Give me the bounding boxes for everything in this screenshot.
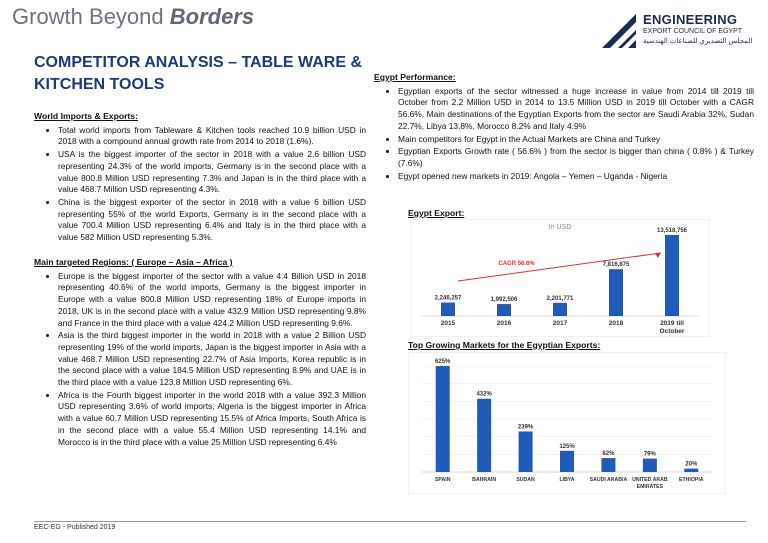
bullet-item: • Africa is the Fourth biggest importer in the world 2018 with a value 392.3 Million USD representing 3.6% of world imports, Algeria is the biggest importer in Africa with a value 60.7 Million USD representing 15.5% of Africa Imports, South Africa is in the second place with a value 55.4 Million USD representing 14.1% and Morocco is in the third place with a value 25 Million USD representing 6.4% <box>58 390 366 449</box>
tick-label: EMIRATES <box>636 484 664 490</box>
tick-label: SPAIN <box>434 477 451 483</box>
regions-list <box>34 271 366 449</box>
data-label: 20% <box>685 461 698 468</box>
bar <box>497 304 511 316</box>
tick-label: SAUDI ARABIA <box>589 477 628 483</box>
eec-logo <box>600 10 760 54</box>
bullet-item: • Asia is the third biggest importer in the world in 2018 with a value 2 Billion USD representing 19% of the world imports, Japan is the biggest importer in Asia with a value 468.7 Million USD representing 22.7% of Asia Imports, Korea republic is in the second place with a value 184.5 Million USD representing 8.9% and UAE is in the third place with a value 123.8 Million USD representing 6%. <box>58 330 366 389</box>
data-label: 239% <box>517 424 534 431</box>
regions-section <box>34 257 366 449</box>
bar <box>684 469 698 472</box>
bar <box>609 269 623 316</box>
world-imports-heading: World Imports & Exports: <box>34 111 138 121</box>
data-label: 2,246,257 <box>434 295 462 302</box>
regions-heading: Main targeted Regions: ( Europe – Asia – Africa ) <box>34 257 233 267</box>
bullet-item: • Main competitors for Egypt in the Actual Markets are China and Turkey <box>398 134 754 146</box>
logo-line-3: المجلس التصديري للصناعات الهندسية <box>643 38 753 45</box>
tick-label: SUDAN <box>516 477 535 483</box>
logo-mark-icon <box>600 10 638 50</box>
footer-text: EEC-EG - Published 2019 <box>34 524 116 531</box>
data-label: 13,518,756 <box>656 228 688 234</box>
page-title: COMPETITOR ANALYSIS – TABLE WARE & KITCHEN TOOLS <box>34 54 363 93</box>
data-label: 79% <box>643 451 656 458</box>
tick-label: 2016 <box>496 320 512 327</box>
egypt-performance-section <box>374 72 754 183</box>
tick-label: BAHRAIN <box>472 477 497 483</box>
bullet-item: • Total world imports from Tableware & Kitchen tools reached 10.9 billion USD in 2018 with a compound annual growth rate from 2014 to 2018 (1.6%). <box>58 125 366 148</box>
world-imports-section <box>34 111 366 245</box>
egypt-performance-list <box>374 86 754 183</box>
bar <box>553 303 567 316</box>
bar <box>477 399 491 472</box>
tick-label: October <box>659 328 685 335</box>
data-label: 2,201,771 <box>546 295 574 302</box>
world-imports-list <box>34 125 366 244</box>
cagr-annotation: CAGR 56.6% <box>498 261 535 267</box>
bullet-item: • Egyptian Exports Growth rate ( 56.6% ) from the sector is bigger than china ( 0.8% ) & Turkey (7.6%) <box>398 146 754 169</box>
bullet-item: • Europe is the biggest importer of the sector with a value 4.4 Billion USD in 2018 representing 40.6% of the world imports, Germany is the biggest importer in Europe with a value 800.8 Million USD representing 18% of Europe imports in 2018, UK is in the second place with a value 432.9 Million USD representing 9.8% and France in the third place with a value 424.2 Million USD representing 9.6%. <box>58 271 366 330</box>
tick-label: 2018 <box>608 320 624 327</box>
bullet-item: • China is the biggest exporter of the sector in 2018 with a value 6 billion USD representing 55% of the world Exports, Germany is in the second place with a value 700.4 Million USD representing 6.4% and Italy is in the third place with a value 582 Million USD representing 5.3%. <box>58 197 366 244</box>
top-markets-chart-svg <box>408 352 726 494</box>
brand-title: Growth Beyond Borders <box>12 4 255 29</box>
tick-label: 2015 <box>440 320 456 327</box>
tick-label: 2019 till <box>660 320 684 327</box>
logo-line-2: EXPORT COUNCIL OF EGYPT <box>643 28 743 35</box>
top-markets-heading: Top Growing Markets for the Egyptian Exports: <box>408 340 601 350</box>
bar <box>436 366 450 472</box>
logo-line-1: ENGINEERING <box>643 12 738 27</box>
tick-label: LIBYA <box>559 477 575 483</box>
bar <box>665 235 679 316</box>
data-label: 7,816,875 <box>602 262 630 269</box>
data-label: 432% <box>476 391 492 398</box>
bar <box>519 431 533 472</box>
chart-frame <box>408 352 726 494</box>
data-label: 125% <box>559 443 575 450</box>
tick-label: 2017 <box>552 320 568 327</box>
egypt-performance-heading: Egypt Performance: <box>374 72 456 82</box>
data-label: 82% <box>602 451 615 458</box>
bar <box>643 459 657 472</box>
top-markets-chart <box>408 352 726 494</box>
egypt-export-chart-svg <box>410 219 710 337</box>
tick-label: UNITED ARAB <box>632 477 668 483</box>
bar <box>441 303 455 316</box>
egypt-export-heading: Egypt Export: <box>408 208 465 218</box>
egypt-export-chart <box>410 219 710 337</box>
tick-label: ETHIOPIA <box>679 477 704 483</box>
bullet-item: • Egypt opened new markets in 2019: Angola – Yemen – Uganda - Nigeria <box>398 171 754 183</box>
bar <box>560 451 574 472</box>
data-label: 1,992,506 <box>490 297 518 304</box>
chart-title: In USD <box>548 224 572 231</box>
data-label: 625% <box>435 359 451 365</box>
footer-divider <box>34 521 746 522</box>
bar <box>601 458 615 472</box>
bullet-item: • Egyptian exports of the sector witnessed a huge increase in value from 2014 till 2019 till October from 2.2 Million USD in 2014 to 13.5 Million USD in 2019 till October with a CAGR 56.6%, Main destinations of the Egyptian Exports from the sector are Saudi Arabia 32%, Sudan 22.7%, Libya 13.8%, Morocco 8.2% and Italy 4.9% <box>398 86 754 133</box>
bullet-item: • USA is the biggest importer of the sector in 2018 with a value 2.6 billion USD representing 24.3% of the world imports, Germany is in the second place with a value 800.8 Million USD representing 7.3% and Japan is in the third place with a value 468.7 Million USD representing 4.3%. <box>58 149 366 196</box>
